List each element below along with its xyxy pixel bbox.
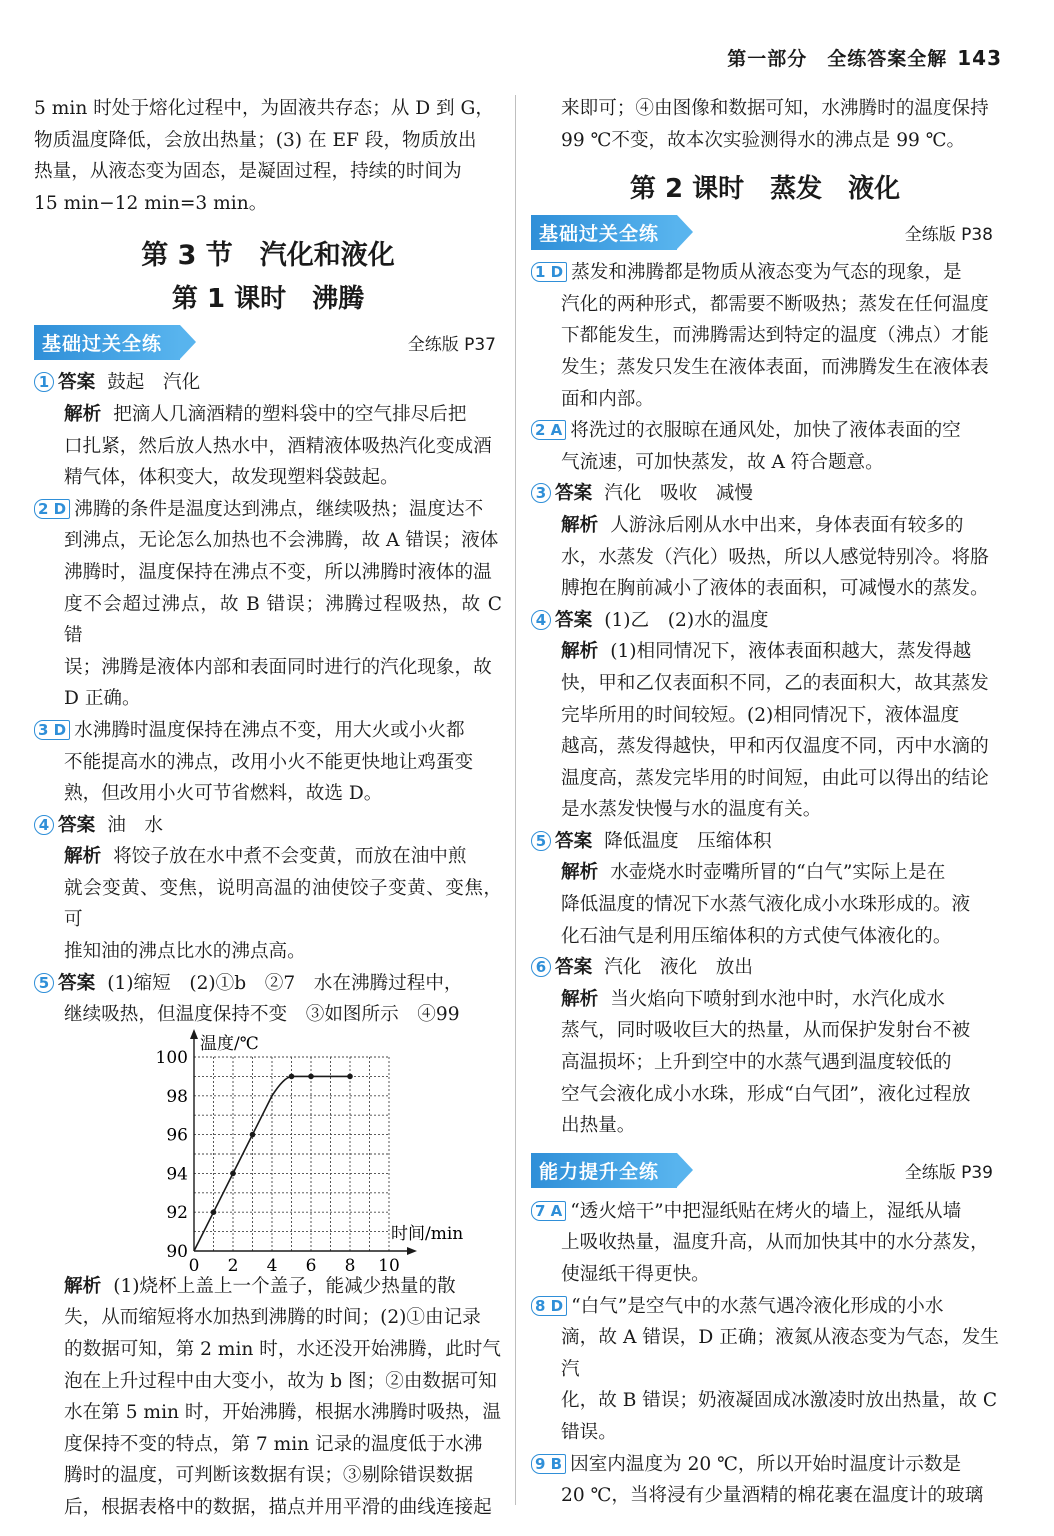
data-point xyxy=(230,1170,236,1176)
explanation-line: 沸腾时，温度保持在沸点不变，所以沸腾时液体的温 xyxy=(64,561,492,583)
section-title: 第 3 节 汽化和液化 xyxy=(141,240,395,272)
y-axis-label: 温度/℃ xyxy=(200,1033,259,1054)
explain-text: 蒸发和沸腾都是物质从液态变为气态的现象，是 xyxy=(571,262,962,284)
explanation-line xyxy=(531,984,999,1016)
explanation-line: 温度高，蒸发完毕用的时间短，由此可以得出的结论 xyxy=(561,767,989,789)
explanation-line: 完毕所用的时间较短。(2)相同情况下，液体温度 xyxy=(561,704,960,726)
question-number: 5 xyxy=(531,831,551,851)
explanation-line: 出热量。 xyxy=(561,1115,636,1137)
banner-basic xyxy=(531,215,999,249)
x-tick-label: 2 xyxy=(227,1255,239,1276)
question-number: 6 xyxy=(531,957,551,977)
chart-axes xyxy=(190,1029,463,1255)
explanation-line: 化，故 B 错误；奶液凝固成冰激凌时放出热量，故 C xyxy=(561,1390,998,1412)
explanation-line: 后，根据表格中的数据，描点并用平滑的曲线连接起 xyxy=(64,1497,492,1518)
question-7 xyxy=(531,1196,999,1228)
data-point xyxy=(347,1073,353,1079)
explain-text: 将洗过的衣服晾在通风处，加快了液体表面的空 xyxy=(570,420,961,442)
explain-label: 解析 xyxy=(561,862,599,884)
banner-tag: 能力提升全练 xyxy=(531,1153,677,1188)
question-number: 1 xyxy=(34,372,54,392)
explanation-line xyxy=(531,636,999,668)
explain-text: “透火焙干”中把湿纸贴在烤火的墙上，湿纸从墙 xyxy=(570,1200,962,1222)
banner-tag: 基础过关全练 xyxy=(531,215,677,250)
intro-line: 物质温度降低，会放出热量；(3) 在 EF 段，物质放出 xyxy=(34,129,477,151)
question-badge: 8 D xyxy=(531,1296,567,1316)
answer-text: 降低温度 压缩体积 xyxy=(604,830,772,852)
explanation-line: 腾时的温度，可判断该数据有误；③剔除错误数据 xyxy=(64,1465,474,1487)
explanation-line: 使湿纸干得更快。 xyxy=(561,1264,710,1285)
explanation-line: 发生；蒸发只发生在液体表面，而沸腾发生在液体表 xyxy=(561,356,989,378)
answer-label: 答案 xyxy=(58,372,96,394)
header-text: 第一部分 全练答案全解 xyxy=(727,48,948,70)
explain-text: (1)相同情况下，液体表面积越大，蒸发得越 xyxy=(610,641,972,663)
question-4 xyxy=(531,605,999,637)
question-5 xyxy=(531,826,999,858)
answer-text: (1)缩短 (2)①b ②7 水在沸腾过程中， xyxy=(107,972,463,994)
explanation-line: 度保持不变的特点，第 7 min 记录的温度低于水沸 xyxy=(64,1433,483,1455)
explanation-line xyxy=(531,857,999,889)
question-4 xyxy=(34,810,502,842)
explain-text: 人游泳后刚从水中出来，身体表面有较多的 xyxy=(610,514,964,536)
explain-label: 解析 xyxy=(64,846,102,868)
question-badge: 1 D xyxy=(531,262,567,282)
answer-line: 继续吸热，但温度保持不变 ③如图所示 ④99 xyxy=(64,1004,460,1026)
explanation-line: 上吸收热量，温度升高，从而加快其中的水分蒸发， xyxy=(561,1232,989,1254)
explanation-line: 口扎紧，然后放人热水中，酒精液体吸热汽化变成酒 xyxy=(64,435,492,457)
explain-text: 因室内温度为 20 ℃，所以开始时温度计示数是 xyxy=(570,1453,962,1475)
lesson-title: 第 2 课时 蒸发 液化 xyxy=(629,174,901,205)
explanation-line: 水，水蒸发（汽化）吸热，所以人感觉特别冷。将胳 xyxy=(561,546,989,568)
explanation-line: 快，甲和乙仅表面积不同，乙的表面积大，故其蒸发 xyxy=(561,672,989,694)
explanation-line: 失，从而缩短将水加热到沸腾的时间；(2)①由记录 xyxy=(64,1307,481,1329)
explain-text: 将饺子放在水中煮不会变黄，而放在油中煎 xyxy=(113,846,467,868)
right-column xyxy=(531,93,999,1512)
question-5 xyxy=(34,968,502,1000)
answer-text: 油 水 xyxy=(107,814,163,836)
explanation-line: 不能提高水的沸点，改用小火不能更快地让鸡蛋变 xyxy=(64,751,474,773)
explain-label: 解析 xyxy=(561,641,599,663)
question-badge: 7 A xyxy=(531,1201,566,1221)
answer-label: 答案 xyxy=(555,957,593,979)
explain-label: 解析 xyxy=(64,403,102,425)
continuation-line: 来即可；④由图像和数据可知，水沸腾时的温度保持 xyxy=(561,98,989,119)
explanation-line xyxy=(34,399,502,431)
answer-label: 答案 xyxy=(555,609,593,631)
explain-text: 当火焰向下喷射到水池中时，水汽化成水 xyxy=(610,988,945,1010)
explanation-line: 就会变黄、变焦，说明高温的油使饺子变黄、变焦，可 xyxy=(64,877,502,931)
x-axis-label: 时间/min xyxy=(391,1223,464,1244)
explanation-line: 化石油气是利用压缩体积的方式使气体液化的。 xyxy=(561,925,952,947)
explanation-line: 熟，但改用小火可节省燃料，故选 D。 xyxy=(64,783,383,805)
data-point xyxy=(308,1073,314,1079)
lesson-title: 第 1 课时 沸腾 xyxy=(171,284,365,315)
banner-tag: 基础过关全练 xyxy=(34,325,180,360)
explanation-line: D 正确。 xyxy=(64,688,141,710)
question-badge: 3 D xyxy=(34,720,70,740)
answer-label: 答案 xyxy=(58,814,96,836)
question-number: 4 xyxy=(34,815,54,835)
question-2 xyxy=(34,494,502,526)
question-number: 4 xyxy=(531,610,551,630)
question-number: 5 xyxy=(34,973,54,993)
answer-text: 汽化 吸收 减慢 xyxy=(604,483,753,505)
answer-text: 汽化 液化 放出 xyxy=(604,957,753,979)
explanation-line xyxy=(531,510,999,542)
explanation-line: 汽化的两种形式，都需要不断吸热；蒸发在任何温度 xyxy=(561,293,989,315)
chart-svg xyxy=(122,1031,464,1276)
left-column xyxy=(34,93,502,1524)
explain-text: 水沸腾时温度保持在沸点不变，用大火或小火都 xyxy=(74,719,465,741)
explain-text: (1)烧杯上盖上一个盖子，能减少热量的散 xyxy=(113,1275,456,1297)
explanation-line: 精气体，体积变大，故发现塑料袋鼓起。 xyxy=(64,467,399,489)
banner-advanced xyxy=(531,1154,999,1188)
intro-line: 5 min 时处于熔化过程中，为固液共存态；从 D 到 G， xyxy=(34,98,494,119)
y-tick-label: 90 xyxy=(166,1241,188,1262)
explain-text: 沸腾的条件是温度达到沸点，继续吸热；温度达不 xyxy=(74,498,484,520)
explanation-line: 是水蒸发快慢与水的温度有关。 xyxy=(561,799,822,821)
explanation-line: 膊抱在胸前减小了液体的表面积，可减慢水的蒸发。 xyxy=(561,578,989,600)
y-tick-label: 94 xyxy=(166,1164,188,1185)
continuation-line: 99 ℃不变，故本次实验测得水的沸点是 99 ℃。 xyxy=(561,129,966,151)
question-1 xyxy=(531,257,999,289)
explanation-line: 错误。 xyxy=(561,1421,617,1443)
page-number: 143 xyxy=(957,46,1002,70)
explanation-line: 滴，故 A 错误，D 正确；液氮从液态变为气态，发生汽 xyxy=(561,1327,999,1380)
question-3 xyxy=(531,478,999,510)
x-axis-arrow xyxy=(407,1247,417,1255)
answer-label: 答案 xyxy=(555,830,593,852)
answer-label: 答案 xyxy=(555,483,593,505)
question-6 xyxy=(531,952,999,984)
banner-ref: 全练版 P39 xyxy=(904,1163,993,1184)
explanation-line: 降低温度的情况下水蒸气液化成小水珠形成的。液 xyxy=(561,894,971,916)
banner-basic xyxy=(34,325,502,359)
x-tick-label: 0 xyxy=(188,1255,200,1276)
question-badge: 2 D xyxy=(34,499,70,519)
page-header xyxy=(727,44,1002,71)
explain-text: 水壶烧水时壶嘴所冒的“白气”实际上是在 xyxy=(610,862,946,884)
explanation-line: 推知油的沸点比水的沸点高。 xyxy=(64,941,306,963)
chart-grid xyxy=(194,1057,389,1251)
question-1 xyxy=(34,367,502,399)
explanation-line: 到沸点，无论怎么加热也不会沸腾，故 A 错误；液体 xyxy=(64,530,499,552)
explanation-line: 越高，蒸发得越快，甲和丙仅温度不同，丙中水滴的 xyxy=(561,736,989,758)
explanation-line: 度不会超过沸点，故 B 错误；沸腾过程吸热，故 C 错 xyxy=(64,593,502,647)
question-badge: 2 A xyxy=(531,420,566,440)
temperature-chart xyxy=(34,1031,502,1276)
explain-label: 解析 xyxy=(561,988,599,1010)
question-number: 3 xyxy=(531,483,551,503)
answer-text: (1)乙 (2)水的温度 xyxy=(604,609,769,631)
intro-line: 热量，从液态变为固态，是凝固过程，持续的时间为 xyxy=(34,161,462,183)
explanation-line xyxy=(34,841,502,873)
data-point xyxy=(211,1209,217,1215)
chart-points xyxy=(211,1073,353,1214)
explain-label: 解析 xyxy=(561,514,599,536)
y-tick-label: 100 xyxy=(155,1047,188,1068)
answer-text: 鼓起 汽化 xyxy=(107,372,201,394)
x-tick-label: 8 xyxy=(344,1255,356,1276)
data-point xyxy=(289,1073,295,1079)
question-2 xyxy=(531,415,999,447)
x-tick-label: 4 xyxy=(266,1255,278,1276)
intro-line: 15 min−12 min=3 min。 xyxy=(34,192,268,214)
explain-label: 解析 xyxy=(64,1275,102,1297)
y-axis-arrow xyxy=(190,1029,198,1039)
explanation-line: 空气会液化成小水珠，形成“白气团”，液化过程放 xyxy=(561,1083,971,1105)
explanation-line: 水在第 5 min 时，开始沸腾，根据水沸腾时吸热，温 xyxy=(64,1402,501,1424)
explain-text: “白气”是空气中的水蒸气遇冷液化形成的小水 xyxy=(571,1295,944,1317)
banner-ref: 全练版 P38 xyxy=(904,224,993,245)
banner-ref: 全练版 P37 xyxy=(407,334,496,355)
answer-label: 答案 xyxy=(58,972,96,994)
data-point xyxy=(250,1132,256,1138)
explanation-line: 泡在上升过程中由大变小，故为 b 图；②由数据可知 xyxy=(64,1370,497,1392)
column-divider xyxy=(515,95,516,1505)
explanation-line: 下都能发生，而沸腾需达到特定的温度（沸点）才能 xyxy=(561,325,989,347)
explanation-line: 误；沸腾是液体内部和表面同时进行的汽化现象，故 xyxy=(64,656,492,678)
x-tick-label: 10 xyxy=(378,1255,400,1276)
explanation-line: 面和内部。 xyxy=(561,388,654,410)
explain-text: 把滴人几滴酒精的塑料袋中的空气排尽后把 xyxy=(113,403,467,425)
explanation-line: 气流速，可加快蒸发，故 A 符合题意。 xyxy=(561,451,884,473)
x-tick-label: 6 xyxy=(305,1255,317,1276)
question-8 xyxy=(531,1291,999,1323)
question-3 xyxy=(34,715,502,747)
y-tick-label: 92 xyxy=(166,1203,188,1224)
chart-ticks xyxy=(156,1048,400,1276)
explanation-line: 蒸气，同时吸收巨大的热量，从而保护发射台不被 xyxy=(561,1020,971,1042)
y-tick-label: 98 xyxy=(166,1086,188,1107)
explanation-line: 高温损坏；上升到空中的水蒸气遇到温度较低的 xyxy=(561,1052,952,1074)
explanation-line: 20 ℃，当将浸有少量酒精的棉花裹在温度计的玻璃 xyxy=(561,1485,984,1507)
y-tick-label: 96 xyxy=(166,1125,188,1146)
question-badge: 9 B xyxy=(531,1454,566,1474)
question-9 xyxy=(531,1449,999,1481)
explanation-line: 的数据可知，第 2 min 时，水还没开始沸腾，此时气 xyxy=(64,1339,501,1361)
